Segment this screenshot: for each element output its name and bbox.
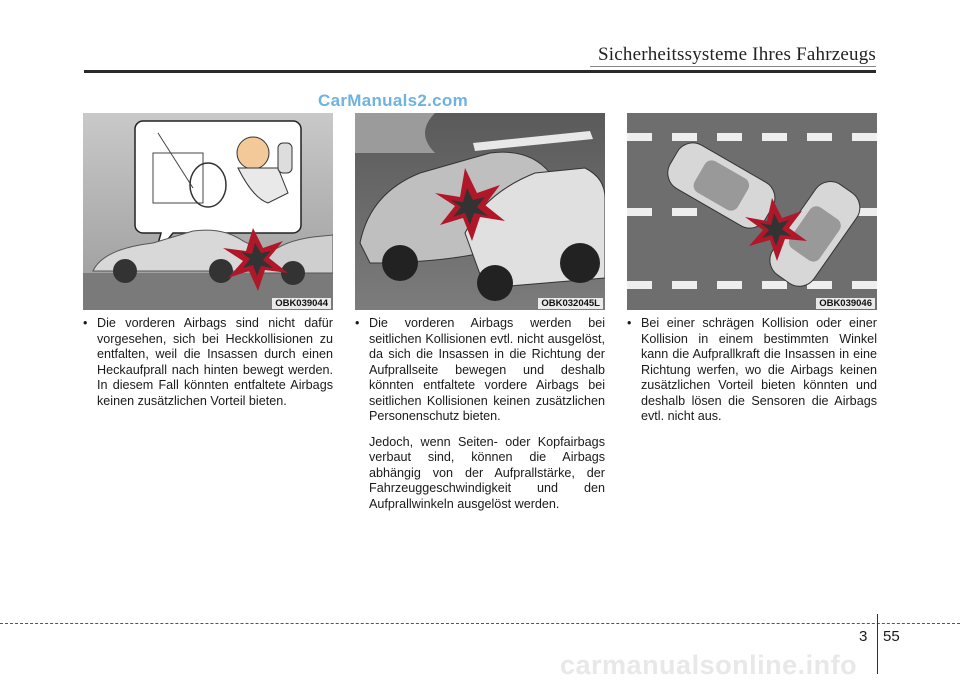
bullet-paragraph: • Die vorderen Airbags werden bei seitlichen Kollisionen evtl. nicht ausgelöst, da sich die Insassen in die Richtung der Aufprallseite bewegen und deshalb könnten entfaltete vordere Airbags bei seitlichen Kollisionen keinen zusätzlichen Personenschutz bieten. — [355, 316, 605, 423]
text-column-1 — [83, 316, 333, 409]
text-column-3 — [627, 316, 877, 425]
rear-collision-illustration — [83, 113, 333, 310]
watermark-bottom: carmanualsonline.info — [560, 650, 858, 680]
figure-code: OBK032045L — [538, 298, 603, 309]
figure-code: OBK039044 — [272, 298, 331, 309]
footer-rule — [0, 623, 960, 624]
figure-code: OBK039046 — [816, 298, 875, 309]
oblique-collision-illustration — [627, 113, 877, 310]
bullet-paragraph: • Bei einer schrägen Kollision oder einer Kollision in einem bestimmten Winkel kann die Aufprallkraft die Insassen in eine Richtung werfen, wo die Airbags keinen zusätzlichen Vorteil bieten könnten und deshalb lösen die Sensoren die Airbags evtl. nicht aus. — [627, 316, 877, 423]
header-thin-rule — [590, 66, 876, 67]
chapter-number: 3 — [859, 628, 868, 645]
watermark-link[interactable]: CarManuals2.com — [318, 91, 468, 110]
footer-divider — [877, 614, 878, 674]
page-number: 55 — [883, 628, 900, 645]
header-rule — [84, 70, 876, 73]
continuation-paragraph: Jedoch, wenn Seiten- oder Kopfairbags verbaut sind, können die Airbags abhängig von der Aufprallstärke, der Fahrzeuggeschwindigkeit und den Aufprallwinkeln ausgelöst werden. — [369, 434, 605, 511]
side-collision-illustration — [355, 113, 605, 310]
section-title: Sicherheitssysteme Ihres Fahrzeugs — [597, 44, 876, 65]
bullet-paragraph: • Die vorderen Airbags sind nicht dafür vorgesehen, sich bei Heckkollisionen zu entfalten, weil die Insassen durch einen Heckaufprall nach hinten bewegt werden. In diesem Fall könnten entfaltete Airbags keinen zusätzlichen Vorteil bieten. — [83, 316, 333, 408]
text-column-2 — [355, 316, 605, 512]
